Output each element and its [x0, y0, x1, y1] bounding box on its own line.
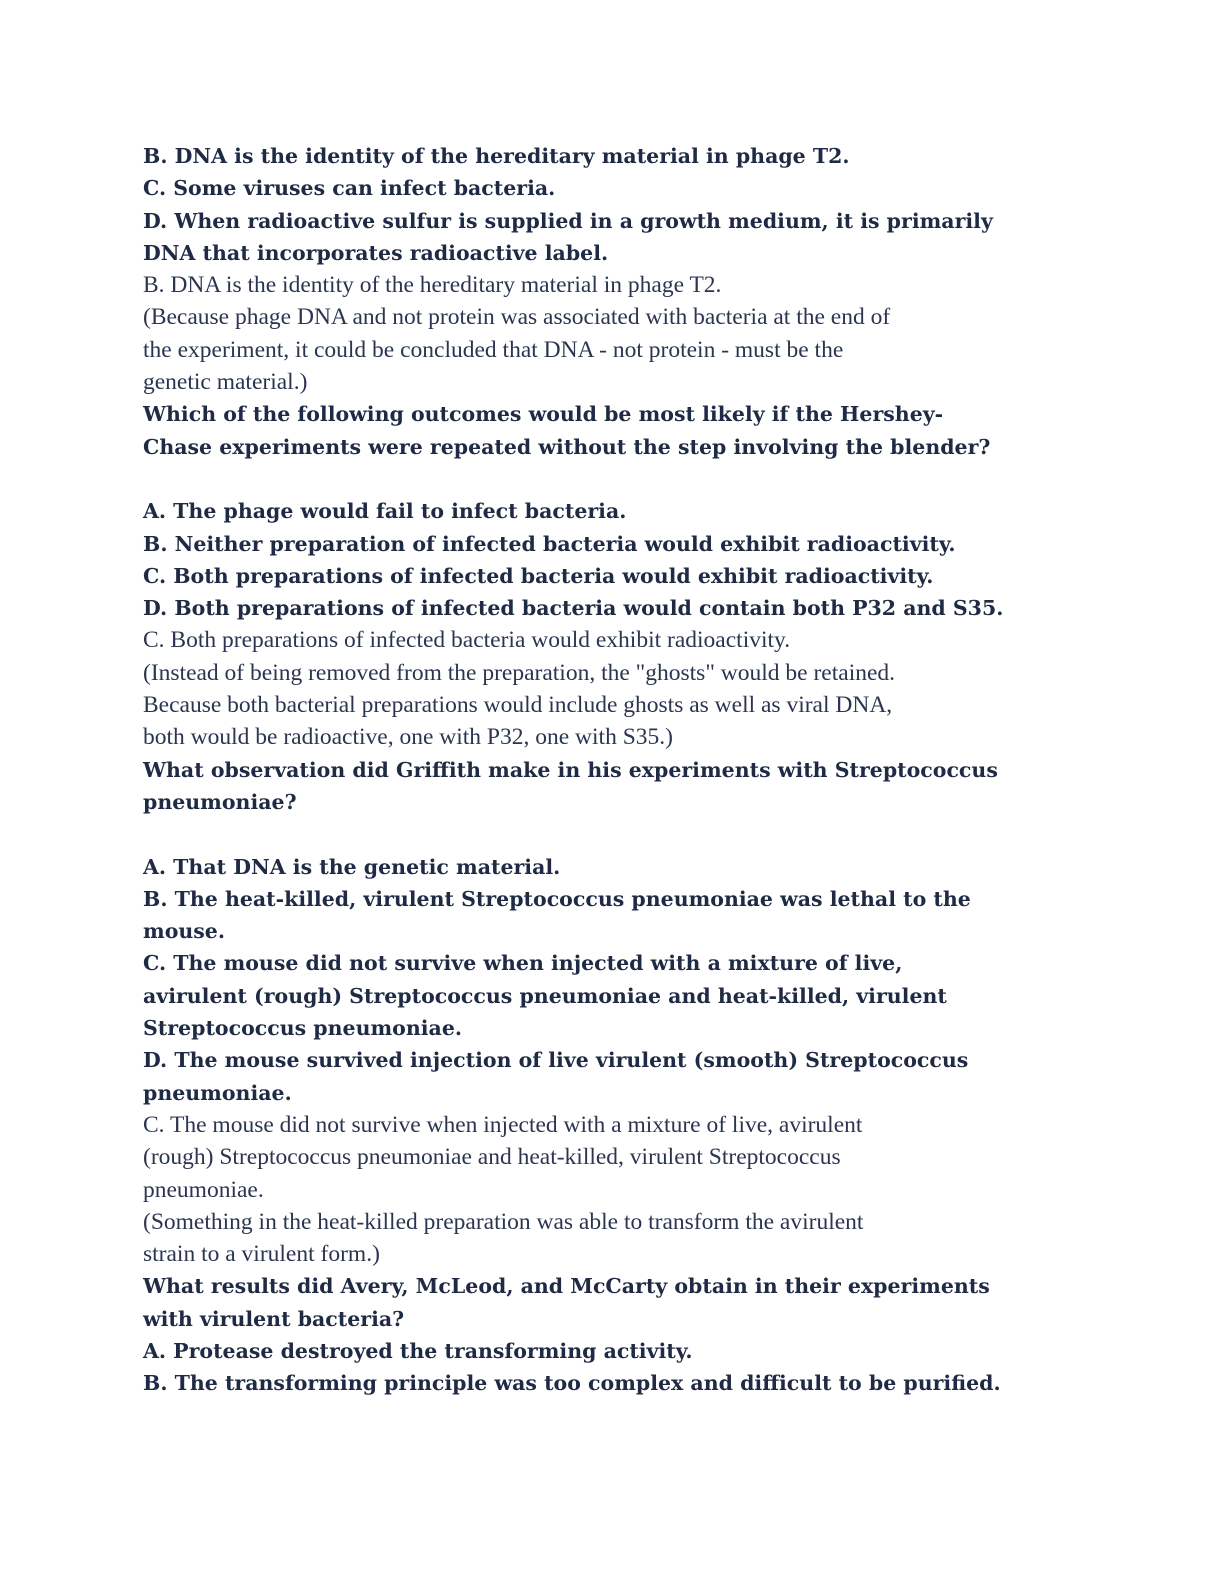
- question-1-block: [143, 140, 1078, 398]
- option-d: D. When radioactive sulfur is supplied in a growth medium, it is primarily: [143, 208, 993, 233]
- explanation-line: the experiment, it could be concluded that DNA - not protein - must be the: [143, 336, 844, 363]
- question-2-block: [143, 398, 1078, 753]
- answer-continued: (rough) Streptococcus pneumoniae and heat-killed, virulent Streptococcus: [143, 1144, 841, 1171]
- option-b: B. The heat-killed, virulent Streptococcus pneumoniae was lethal to the: [143, 886, 971, 911]
- option-d-continued: pneumoniae.: [143, 1080, 292, 1105]
- option-b-continued: mouse.: [143, 919, 225, 944]
- explanation-line: (Because phage DNA and not protein was associated with bacteria at the end of: [143, 304, 891, 331]
- option-c: C. Both preparations of infected bacteria would exhibit radioactivity.: [143, 563, 934, 588]
- option-d: D. The mouse survived injection of live virulent (smooth) Streptococcus: [143, 1048, 969, 1073]
- explanation-line: strain to a virulent form.): [143, 1241, 380, 1268]
- option-d: D. Both preparations of infected bacteria would contain both P32 and S35.: [143, 596, 1004, 621]
- spacer: [143, 818, 1078, 850]
- spacer: [143, 463, 1078, 495]
- option-a: A. That DNA is the genetic material.: [143, 854, 561, 879]
- question-text: Chase experiments were repeated without the step involving the blender?: [143, 434, 991, 459]
- question-4-block: [143, 1270, 1078, 1399]
- question-text: pneumoniae?: [143, 789, 297, 814]
- question-text: with virulent bacteria?: [143, 1306, 405, 1331]
- answer: C. The mouse did not survive when injected with a mixture of live, avirulent: [143, 1111, 863, 1138]
- document-page: [143, 140, 1078, 1400]
- answer-continued: pneumoniae.: [143, 1176, 264, 1203]
- answer: C. Both preparations of infected bacteria would exhibit radioactivity.: [143, 627, 791, 654]
- explanation-line: (Instead of being removed from the preparation, the "ghosts" would be retained.: [143, 659, 896, 686]
- option-d-continued: DNA that incorporates radioactive label.: [143, 240, 609, 265]
- explanation-line: Because both bacterial preparations would include ghosts as well as viral DNA,: [143, 692, 893, 719]
- option-c: C. The mouse did not survive when injected with a mixture of live,: [143, 951, 903, 976]
- option-b: B. DNA is the identity of the hereditary material in phage T2.: [143, 144, 850, 168]
- option-c-continued: avirulent (rough) Streptococcus pneumoniae and heat-killed, virulent: [143, 983, 947, 1008]
- explanation-line: genetic material.): [143, 369, 308, 396]
- question-text: Which of the following outcomes would be most likely if the Hershey-: [143, 402, 944, 427]
- question-text: What results did Avery, McLeod, and McCarty obtain in their experiments: [143, 1274, 990, 1299]
- option-b: B. Neither preparation of infected bacteria would exhibit radioactivity.: [143, 531, 956, 556]
- option-a: A. Protease destroyed the transforming activity.: [143, 1338, 693, 1363]
- option-c-continued: Streptococcus pneumoniae.: [143, 1016, 463, 1041]
- explanation-line: both would be radioactive, one with P32, one with S35.): [143, 724, 673, 751]
- option-a: A. The phage would fail to infect bacteria.: [143, 499, 627, 524]
- answer: B. DNA is the identity of the hereditary material in phage T2.: [143, 272, 722, 299]
- question-text: What observation did Griffith make in his experiments with Streptococcus: [143, 757, 998, 782]
- option-b: B. The transforming principle was too complex and difficult to be purified.: [143, 1371, 1001, 1396]
- option-c: C. Some viruses can infect bacteria.: [143, 176, 556, 201]
- question-3-block: [143, 754, 1078, 1271]
- explanation-line: (Something in the heat-killed preparation was able to transform the avirulent: [143, 1208, 864, 1235]
